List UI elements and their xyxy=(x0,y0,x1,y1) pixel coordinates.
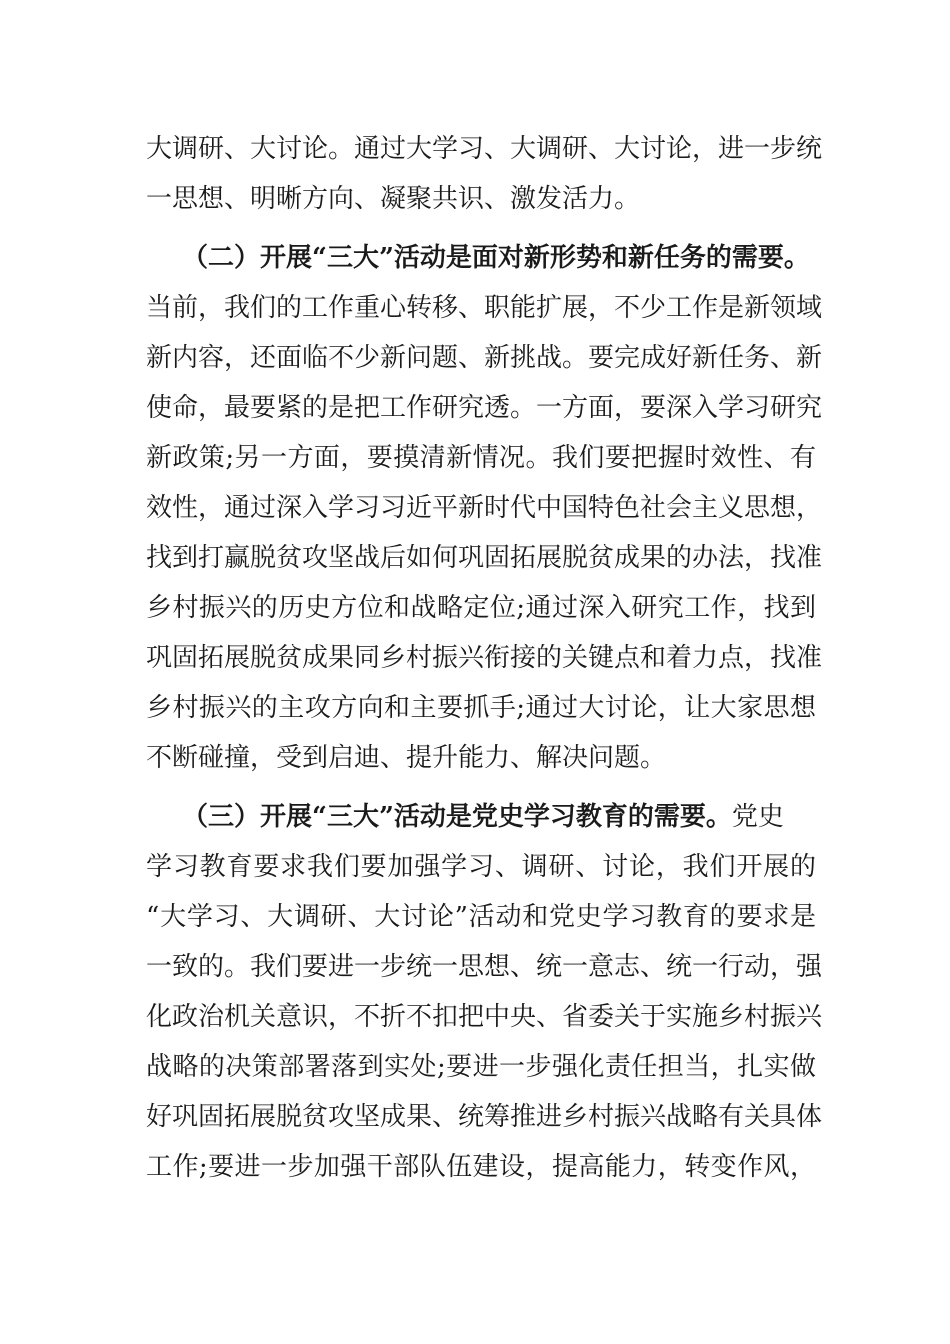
text-line: 巩固拓展脱贫成果同乡村振兴衔接的关键点和着力点，找准 xyxy=(146,643,823,673)
text-line: 使命，最要紧的是把工作研究透。一方面，要深入学习研究 xyxy=(146,393,823,423)
text-line: 新政策;另一方面，要摸清新情况。我们要把握时效性、有 xyxy=(146,443,816,473)
text-line: 一思想、明晰方向、凝聚共识、激发活力。 xyxy=(146,184,641,214)
paragraph-1 xyxy=(146,124,823,224)
text-line: 不断碰撞，受到启迪、提升能力、解决问题。 xyxy=(146,743,667,773)
text-line: “大学习、大调研、大讨论”活动和党史学习教育的要求是 xyxy=(146,902,816,932)
text-line: 一致的。我们要进一步统一思想、统一意志、统一行动，强 xyxy=(146,952,823,982)
text-line: 化政治机关意识，不折不扣把中央、省委关于实施乡村振兴 xyxy=(146,1002,823,1032)
text-line: 好巩固拓展脱贫攻坚成果、统筹推进乡村振兴战略有关具体 xyxy=(146,1102,823,1132)
text-line xyxy=(146,792,816,842)
text-line: 当前，我们的工作重心转移、职能扩展，不少工作是新领域 xyxy=(146,293,823,323)
section-heading: （二）开展“三大”活动是面对新形势和新任务的需要。 xyxy=(182,243,810,273)
text-line: 工作;要进一步加强干部队伍建设，提高能力，转变作风， xyxy=(146,1152,816,1182)
heading-tail-text: 党史 xyxy=(731,802,784,832)
text-line: 战略的决策部署落到实处;要进一步强化责任担当，扎实做 xyxy=(146,1052,816,1082)
paragraph-3 xyxy=(146,792,823,1192)
text-line: 大调研、大讨论。通过大学习、大调研、大讨论，进一步统 xyxy=(146,134,823,164)
paragraph-2 xyxy=(146,233,823,783)
document-page xyxy=(146,124,823,1192)
text-line xyxy=(146,233,816,283)
text-line: 新内容，还面临不少新问题、新挑战。要完成好新任务、新 xyxy=(146,343,823,373)
text-line: 乡村振兴的历史方位和战略定位;通过深入研究工作，找到 xyxy=(146,593,816,623)
text-line: 乡村振兴的主攻方向和主要抓手;通过大讨论，让大家思想 xyxy=(146,693,816,723)
text-line: 效性，通过深入学习习近平新时代中国特色社会主义思想， xyxy=(146,493,823,523)
text-line: 学习教育要求我们要加强学习、调研、讨论，我们开展的 xyxy=(146,852,816,882)
text-line: 找到打赢脱贫攻坚战后如何巩固拓展脱贫成果的办法，找准 xyxy=(146,543,823,573)
section-heading: （三）开展“三大”活动是党史学习教育的需要。 xyxy=(182,802,732,832)
